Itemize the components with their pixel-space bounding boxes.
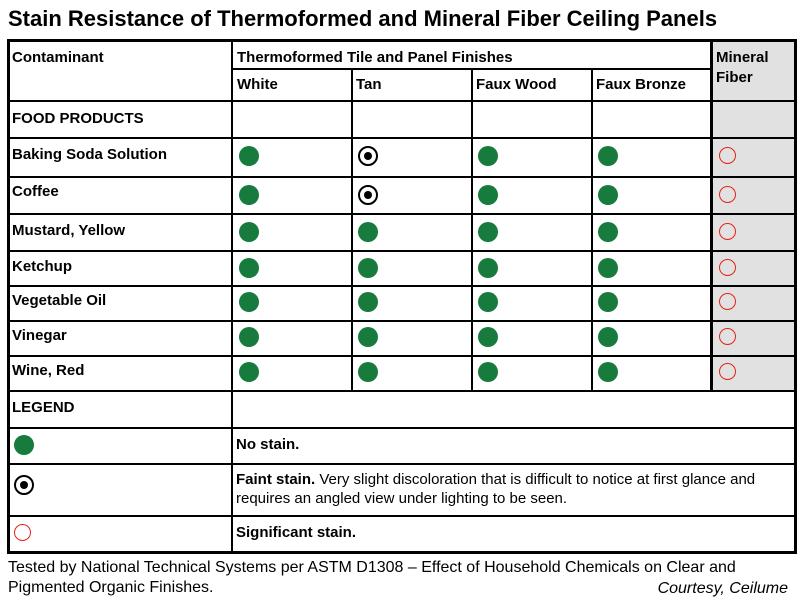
legend-no-stain-icon bbox=[14, 435, 34, 455]
no-stain-icon bbox=[239, 222, 259, 242]
no-stain-icon bbox=[358, 258, 378, 278]
grid-line bbox=[7, 427, 797, 429]
header-thermoformed-group: Thermoformed Tile and Panel Finishes bbox=[237, 49, 513, 66]
no-stain-icon bbox=[598, 222, 618, 242]
no-stain-icon bbox=[239, 146, 259, 166]
header-white: White bbox=[237, 76, 278, 93]
faint-stain-icon bbox=[358, 185, 378, 205]
grid-line bbox=[7, 100, 797, 102]
grid-line bbox=[231, 40, 233, 552]
no-stain-icon bbox=[239, 327, 259, 347]
no-stain-icon bbox=[478, 222, 498, 242]
grid-line bbox=[7, 137, 797, 139]
no-stain-icon bbox=[598, 362, 618, 382]
legend-significant-label: Significant stain. bbox=[236, 524, 357, 541]
significant-stain-icon bbox=[719, 147, 736, 164]
row-label: Ketchup bbox=[12, 258, 72, 275]
no-stain-icon bbox=[478, 327, 498, 347]
header-tan: Tan bbox=[356, 76, 382, 93]
row-label: Baking Soda Solution bbox=[12, 146, 168, 163]
legend-faint-label: Faint stain. bbox=[236, 471, 316, 488]
no-stain-icon bbox=[239, 258, 259, 278]
header-mineral-line1: Mineral bbox=[716, 49, 769, 66]
grid-line bbox=[471, 68, 473, 391]
no-stain-icon bbox=[598, 185, 618, 205]
no-stain-icon bbox=[598, 292, 618, 312]
no-stain-icon bbox=[598, 327, 618, 347]
grid-line bbox=[591, 68, 593, 391]
grid-line bbox=[7, 39, 10, 554]
significant-stain-icon bbox=[719, 223, 736, 240]
no-stain-icon bbox=[239, 292, 259, 312]
legend-title: LEGEND bbox=[12, 399, 75, 416]
faint-stain-icon bbox=[358, 146, 378, 166]
grid-line bbox=[7, 285, 797, 287]
no-stain-icon bbox=[478, 185, 498, 205]
grid-line bbox=[7, 463, 797, 465]
no-stain-icon bbox=[358, 362, 378, 382]
grid-line bbox=[7, 39, 797, 42]
legend-no-stain-label: No stain. bbox=[236, 436, 300, 453]
grid-line bbox=[7, 551, 797, 554]
grid-line bbox=[7, 213, 797, 215]
significant-stain-icon bbox=[719, 328, 736, 345]
legend-faint-text: Very slight discoloration that is difficult to notice at first glance and requires an angled view under lighting to be seen. bbox=[236, 471, 756, 507]
row-label: Vinegar bbox=[12, 327, 67, 344]
grid-line bbox=[710, 40, 713, 392]
footer-note-text: Tested by National Technical Systems per ASTM D1308 – Effect of Household Chemicals on Clear and Pigmented Organic Finishes. bbox=[8, 559, 736, 596]
no-stain-icon bbox=[239, 362, 259, 382]
no-stain-icon bbox=[358, 327, 378, 347]
footer-credit: Courtesy, Ceilume bbox=[657, 580, 788, 597]
grid-line bbox=[7, 515, 797, 517]
row-label: Coffee bbox=[12, 183, 59, 200]
no-stain-icon bbox=[598, 146, 618, 166]
grid-line bbox=[7, 355, 797, 357]
header-mineral-line2: Fiber bbox=[716, 69, 753, 86]
grid-line bbox=[794, 39, 797, 554]
grid-line bbox=[7, 250, 797, 252]
grid-line bbox=[7, 390, 797, 392]
no-stain-icon bbox=[478, 292, 498, 312]
legend-faint-description bbox=[236, 470, 792, 508]
header-faux-wood: Faux Wood bbox=[476, 76, 557, 93]
no-stain-icon bbox=[478, 146, 498, 166]
row-label: Mustard, Yellow bbox=[12, 222, 126, 239]
significant-stain-icon bbox=[719, 363, 736, 380]
header-faux-bronze: Faux Bronze bbox=[596, 76, 687, 93]
no-stain-icon bbox=[598, 258, 618, 278]
legend-faint-stain-icon bbox=[14, 475, 34, 495]
significant-stain-icon bbox=[719, 293, 736, 310]
significant-stain-icon bbox=[719, 186, 736, 203]
row-label: Wine, Red bbox=[12, 362, 85, 379]
grid-line bbox=[351, 68, 353, 391]
header-contaminant: Contaminant bbox=[12, 49, 104, 66]
no-stain-icon bbox=[239, 185, 259, 205]
page-title: Stain Resistance of Thermoformed and Mineral Fiber Ceiling Panels bbox=[8, 6, 718, 31]
significant-stain-icon bbox=[719, 259, 736, 276]
grid-line bbox=[7, 176, 797, 178]
no-stain-icon bbox=[358, 222, 378, 242]
row-label: Vegetable Oil bbox=[12, 292, 107, 309]
no-stain-icon bbox=[358, 292, 378, 312]
no-stain-icon bbox=[478, 258, 498, 278]
grid-line bbox=[7, 320, 797, 322]
no-stain-icon bbox=[478, 362, 498, 382]
section-food-products: FOOD PRODUCTS bbox=[12, 110, 144, 127]
legend-significant-stain-icon bbox=[14, 524, 31, 541]
